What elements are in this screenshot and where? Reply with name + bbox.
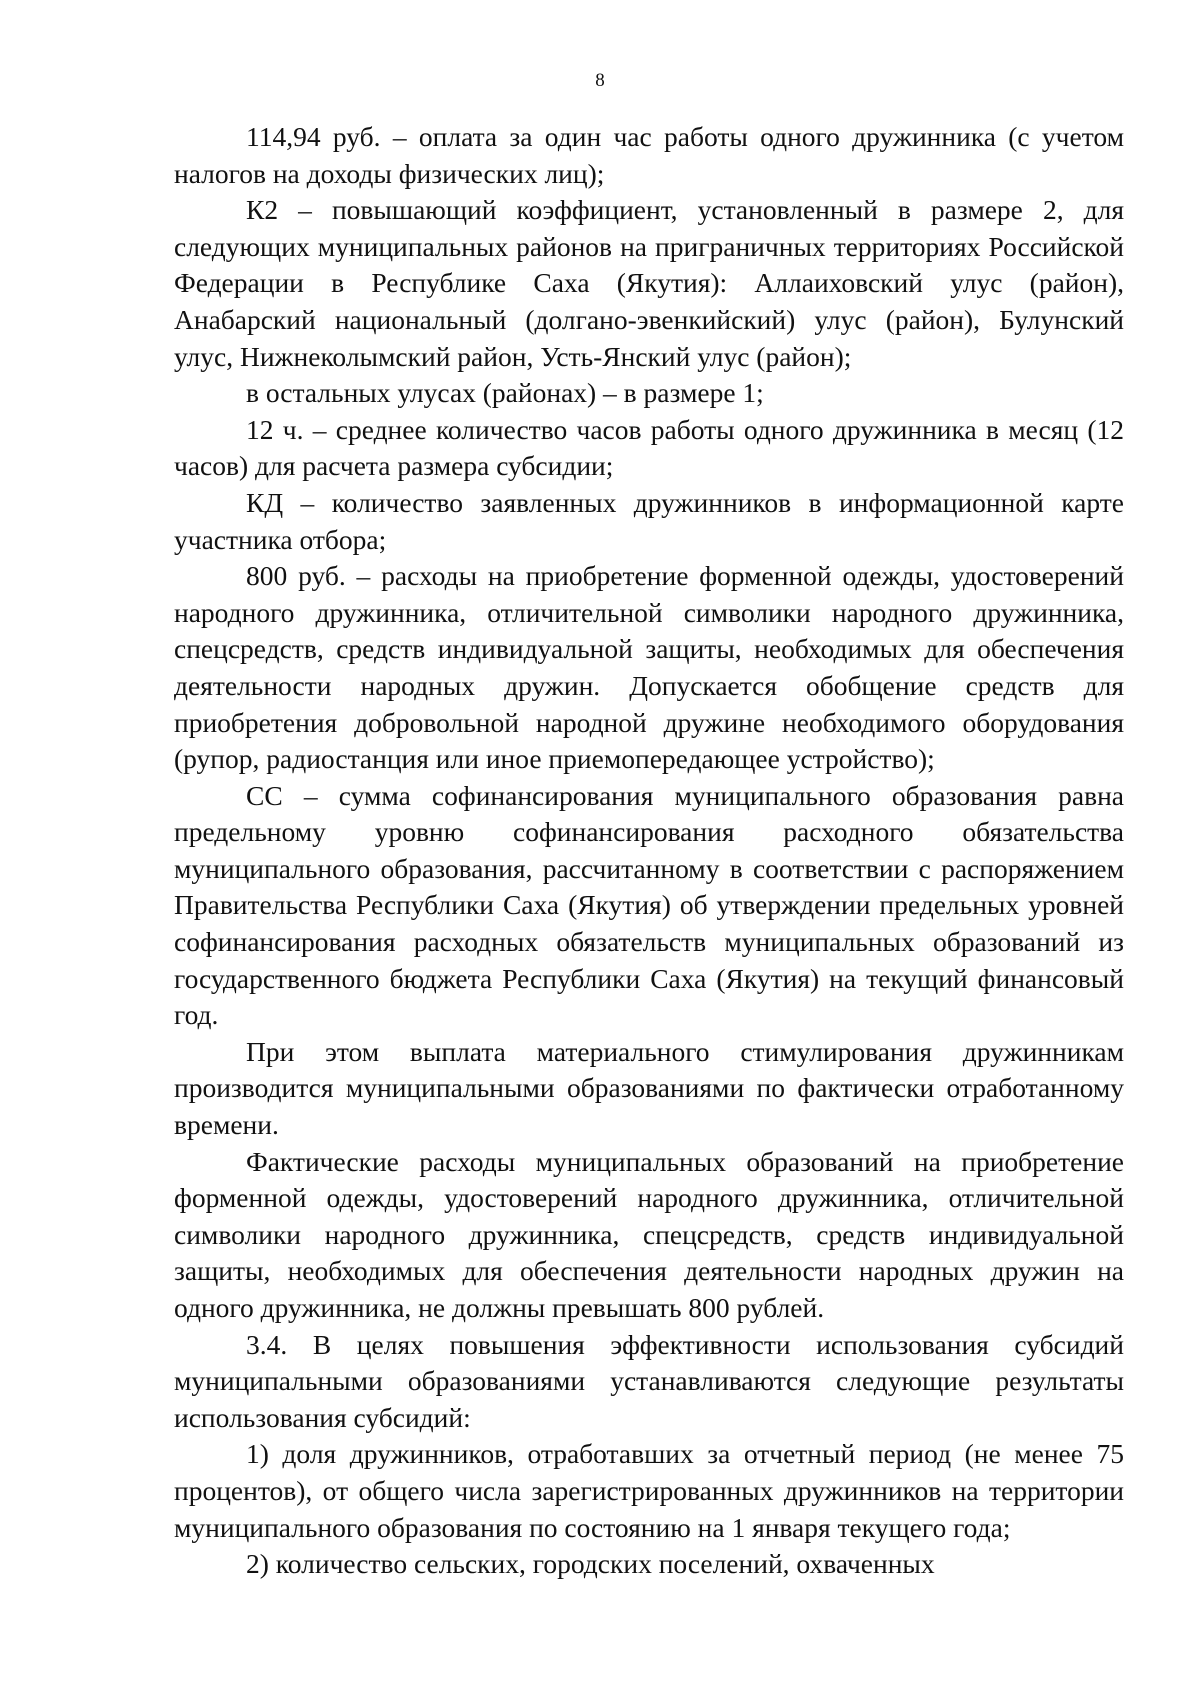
paragraph-result-2: 2) количество сельских, городских поселений, охваченных [246,1548,935,1580]
paragraph-cofinancing: СС – сумма софинансирования муниципального образования равна предельному уровню софинансирования расходного обязательства муниципального образования, рассчитанному в соответствии с распоряжением Правительства Республики Саха (Якутия) об утверждении предельных уровней софинансирования расходных обязательств муниципальных образований из государственного бюджета Республики Саха (Якутия) на текущий финансовый год. [174,779,1124,1031]
paragraph-k2-coefficient: К2 – повышающий коэффициент, установленный в размере 2, для следующих муниципальных районов на приграничных территориях Российской Федерации в Республике Саха (Якутия): Аллаиховский улус (район), Анабарский национальный (долгано-эвенкийский) улус (район), Булунский улус, Нижнеколымский район, Усть-Янский улус (район); [174,194,1124,372]
paragraph-other-districts: в остальных улусах (районах) – в размере 1; [246,377,764,409]
paragraph-section-3-4: 3.4. В целях повышения эффективности использования субсидий муниципальными образованиями устанавливаются следующие результаты использования субсидий: [174,1328,1124,1433]
page-number: 8 [595,70,605,91]
paragraph-monthly-hours: 12 ч. – среднее количество часов работы одного дружинника в месяц (12 часов) для расчета размера субсидии; [174,413,1124,482]
paragraph-uniform-expenses: 800 руб. – расходы на приобретение форменной одежды, удостоверений народного дружинника, отличительной символики народного дружинника, спецсредств, средств индивидуальной защиты, необходимых для обеспечения деятельности народных дружин. Допускается обобщение средств для приобретения добровольной народной дружине необходимого оборудования (рупор, радиостанция или иное приемопередающее устройство); [174,560,1124,775]
paragraph-payment-worked-time: При этом выплата материального стимулирования дружинникам производится муниципальными образованиями по фактически отработанному времени. [174,1035,1124,1141]
paragraph-actual-expenses: Фактические расходы муниципальных образований на приобретение форменной одежды, удостоверений народного дружинника, отличительной символики народного дружинника, спецсредств, средств индивидуальной защиты, необходимых для обеспечения деятельности народных дружин на одного дружинника, не должны превышать 800 рублей. [174,1145,1124,1323]
paragraph-kd-count: КД – количество заявленных дружинников в информационной карте участника отбора; [174,486,1124,555]
paragraph-result-1: 1) доля дружинников, отработавших за отчетный период (не менее 75 процентов), от общего числа зарегистрированных дружинников на территории муниципального образования по состоянию на 1 января текущего года; [174,1438,1124,1543]
document-body [174,119,1124,1583]
paragraph-hourly-rate: 114,94 руб. – оплата за один час работы одного дружинника (с учетом налогов на доходы физических лиц); [174,121,1124,189]
